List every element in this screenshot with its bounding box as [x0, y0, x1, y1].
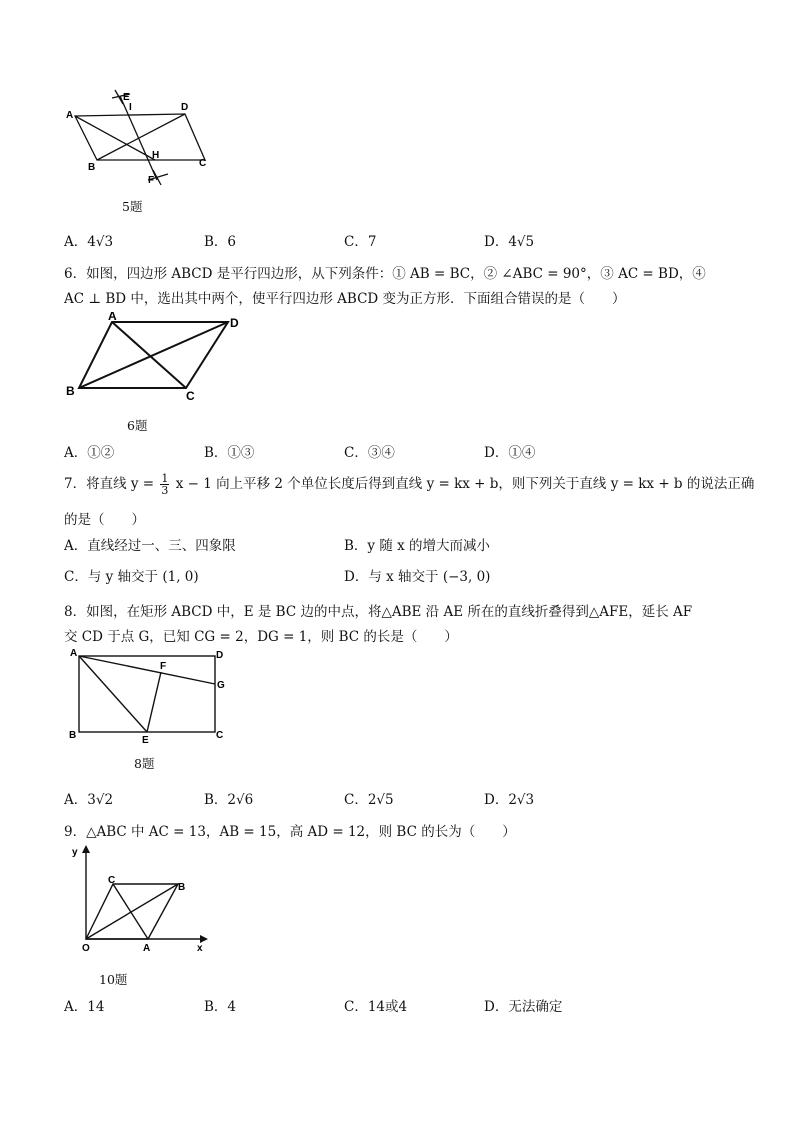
- q9-label-y: y: [72, 847, 78, 858]
- q7-option-c[interactable]: C．与 y 轴交于 (1, 0): [64, 569, 199, 585]
- q9-option-b[interactable]: B．4: [204, 999, 237, 1015]
- q6-option-c[interactable]: C．③④: [344, 445, 395, 461]
- q9-label-c: C: [108, 875, 116, 886]
- q6-option-b[interactable]: B．①③: [204, 445, 255, 461]
- q5-label-a: A: [66, 110, 74, 121]
- q9-option-c[interactable]: C．14或4: [344, 999, 408, 1015]
- q9-stem-line1: 9．△ABC 中 AC = 13，AB = 15，高 AD = 12，则 BC 的长为（ ）: [64, 824, 516, 840]
- q8-option-b[interactable]: B．2√6: [204, 792, 254, 808]
- q5-label-c: C: [199, 158, 207, 169]
- q9-caption: 10题: [99, 972, 128, 987]
- q5-label-b: B: [88, 162, 96, 173]
- q8-option-c[interactable]: C．2√5: [344, 792, 394, 808]
- q6-option-a[interactable]: A．①②: [64, 445, 115, 461]
- q6-caption: 6题: [127, 418, 148, 433]
- q9-label-a: A: [143, 943, 151, 953]
- q9-option-d[interactable]: D．无法确定: [484, 999, 563, 1015]
- q6-label-d: D: [230, 316, 239, 330]
- q6-label-c: C: [186, 389, 195, 403]
- q7-fraction: $\frac{1}{3}$: [161, 472, 169, 497]
- q5-option-c[interactable]: C．7: [344, 234, 377, 250]
- q9-label-o: O: [82, 943, 90, 953]
- q8-option-d[interactable]: D．2√3: [484, 792, 535, 808]
- q7-option-a[interactable]: A．直线经过一、三、四象限: [64, 538, 236, 554]
- q8-label-g: G: [217, 680, 225, 691]
- q7-stem-line2: 的是（ ）: [64, 512, 145, 528]
- q9-figure: [64, 843, 214, 953]
- q5-figure: [60, 88, 230, 188]
- q8-label-f: F: [160, 661, 167, 672]
- q5-label-f: F: [148, 175, 155, 186]
- q7-stem-line1: 7．将直线 y = $\frac{1}{3}$ x − 1 向上平移 2 个单位长度后得到直线 y = kx + b，则下列关于直线 y = kx + b 的说法正确: [64, 472, 755, 497]
- q6-stem-line1: 6．如图，四边形 ABCD 是平行四边形，从下列条件：① AB = BC，② ∠ABC = 90°，③ AC = BD，④: [64, 266, 706, 282]
- q8-label-e: E: [142, 735, 149, 746]
- q7-option-d[interactable]: D．与 x 轴交于 (−3, 0): [344, 569, 491, 585]
- q8-label-a: A: [70, 648, 78, 659]
- q9-label-x: x: [197, 943, 203, 953]
- q5-caption: 5题: [122, 199, 143, 214]
- q9-label-b: B: [178, 882, 186, 893]
- q8-label-d: D: [216, 650, 224, 661]
- q7-option-b[interactable]: B．y 随 x 的增大而减小: [344, 538, 491, 554]
- q8-label-b: B: [69, 730, 77, 741]
- q8-stem-line1: 8．如图，在矩形 ABCD 中，E 是 BC 边的中点，将△ABE 沿 AE 所在的直线折叠得到△AFE，延长 AF: [64, 604, 693, 620]
- q5-label-e: E: [123, 92, 130, 103]
- q5-label-d: D: [181, 102, 189, 113]
- q9-option-a[interactable]: A．14: [64, 999, 105, 1015]
- q6-stem-line2: AC ⊥ BD 中，选出其中两个，使平行四边形 ABCD 变为正方形．下面组合错误的是（ ）: [64, 291, 626, 307]
- q6-label-a: A: [108, 312, 117, 323]
- q8-figure: [64, 646, 236, 746]
- q5-option-d[interactable]: D．4√5: [484, 234, 535, 250]
- q5-option-a[interactable]: A．4√3: [64, 234, 114, 250]
- q8-label-c: C: [216, 730, 224, 741]
- q6-figure: [62, 312, 252, 404]
- q6-option-d[interactable]: D．①④: [484, 445, 536, 461]
- q6-label-b: B: [66, 384, 75, 398]
- q8-stem-line2: 交 CD 于点 G，已知 CG = 2，DG = 1，则 BC 的长是（ ）: [64, 629, 458, 645]
- q5-label-i: I: [129, 102, 132, 113]
- q8-option-a[interactable]: A．3√2: [64, 792, 114, 808]
- q5-label-h: H: [152, 150, 160, 161]
- q5-option-b[interactable]: B．6: [204, 234, 237, 250]
- q8-caption: 8题: [134, 756, 155, 771]
